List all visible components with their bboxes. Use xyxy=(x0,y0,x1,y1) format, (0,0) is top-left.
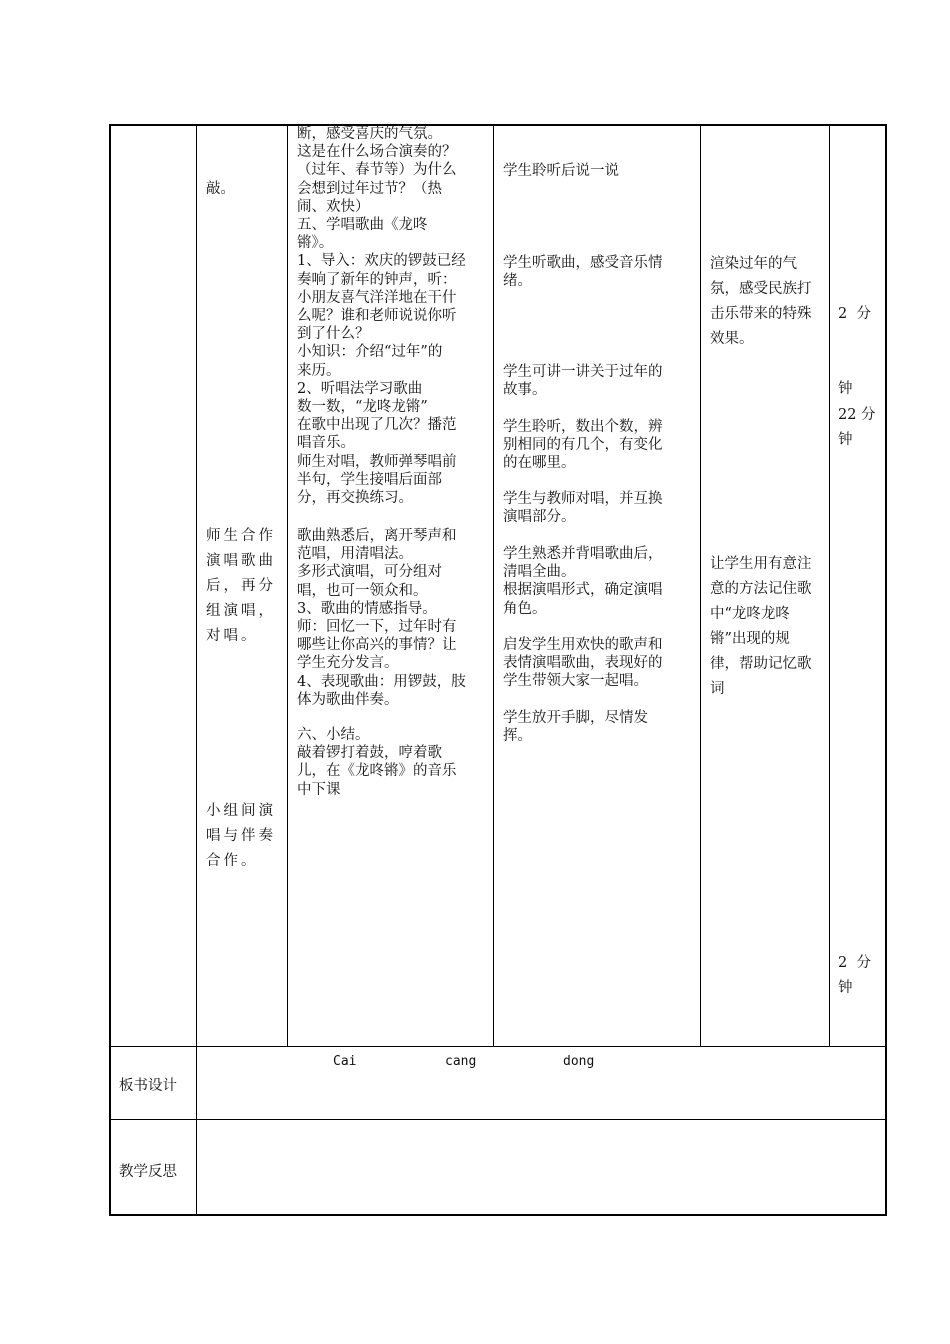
row-divider xyxy=(109,1119,887,1120)
col4-p5: 学生与教师对唱，并互换 演唱部分。 xyxy=(503,491,663,526)
pinyin-cai: Cai xyxy=(333,1054,357,1069)
col4-p2: 学生听歌曲，感受音乐情 绪。 xyxy=(503,255,663,290)
col-divider xyxy=(287,124,288,1047)
time-2min-b: 2 分 钟 xyxy=(838,955,871,996)
col4-p4: 学生聆听，数出个数，辨 别相同的有几个，有变化 的在哪里。 xyxy=(503,419,663,472)
col5-p1: 渲染过年的气 氛，感受民族打 击乐带来的特殊 效果。 xyxy=(710,256,812,347)
col2-bottom: 小组间演 唱与伴奏 合作。 xyxy=(206,803,276,869)
board-design-label: 板书设计 xyxy=(119,1078,177,1094)
pinyin-cang: cang xyxy=(445,1054,477,1069)
pinyin-dong: dong xyxy=(563,1054,595,1069)
col4-p1: 学生聆听后说一说 xyxy=(503,163,619,179)
col2-top: 敲。 xyxy=(206,181,235,197)
row-divider xyxy=(109,1046,887,1047)
col5-p2: 让学生用有意注 意的方法记住歌 中“龙咚龙咚 锵”出现的规 律，帮助记忆歌 词 xyxy=(710,556,812,697)
time-22min: 22 分 钟 xyxy=(838,407,876,448)
col3-content-a: 断，感受喜庆的气氛。 这是在什么场合演奏的？ （过年、春节等）为什么 会想到过年过节？（热 闹、欢快） 五、学唱歌曲《龙咚 锵》。 1、导入：欢庆的锣鼓已经 奏响了新年的钟声，听： 小朋友喜气洋洋地在干什 么呢？谁和老师说说你听 到了什么？ 小知识：介绍“过年”的 来历。 2、听唱法学习歌曲 数一数，“龙咚龙锵” 在歌中出现了几次？播范 唱音乐。 师生对唱，教师弹琴唱前 半句，学生接唱后面部 分，再交换练习。 xyxy=(297,126,466,507)
col4-p7: 启发学生用欢快的歌声和 表情演唱歌曲，表现好的 学生带领大家一起唱。 xyxy=(503,637,663,690)
col4-p8: 学生放开手脚，尽情发 挥。 xyxy=(503,710,648,745)
col-divider xyxy=(196,124,197,1216)
col-divider xyxy=(829,124,830,1047)
time-2min-a: 2 分 钟 xyxy=(838,306,871,397)
col3-content-c: 六、小结。 敲着锣打着鼓，哼着歌 儿，在《龙咚锵》的音乐 中下课 xyxy=(297,727,457,798)
teaching-reflection-label: 教学反思 xyxy=(119,1164,177,1180)
col3-content-b: 歌曲熟悉后，离开琴声和 范唱，用清唱法。 多形式演唱，可分组对 唱，也可一领众和。 3、歌曲的情感指导。 师：回忆一下，过年时有 哪些让你高兴的事情？让 学生充分发言。 4、表现歌曲：用锣鼓，肢 体为歌曲伴奏。 xyxy=(297,528,466,708)
col-divider xyxy=(493,124,494,1047)
col4-p3: 学生可讲一讲关于过年的 故事。 xyxy=(503,364,663,399)
col4-p6: 学生熟悉并背唱歌曲后， 清唱全曲。 根据演唱形式，确定演唱 角色。 xyxy=(503,546,663,617)
col2-mid: 师生合作 演唱歌曲 后，再分 组演唱， 对唱。 xyxy=(206,528,276,644)
col-divider xyxy=(700,124,701,1047)
